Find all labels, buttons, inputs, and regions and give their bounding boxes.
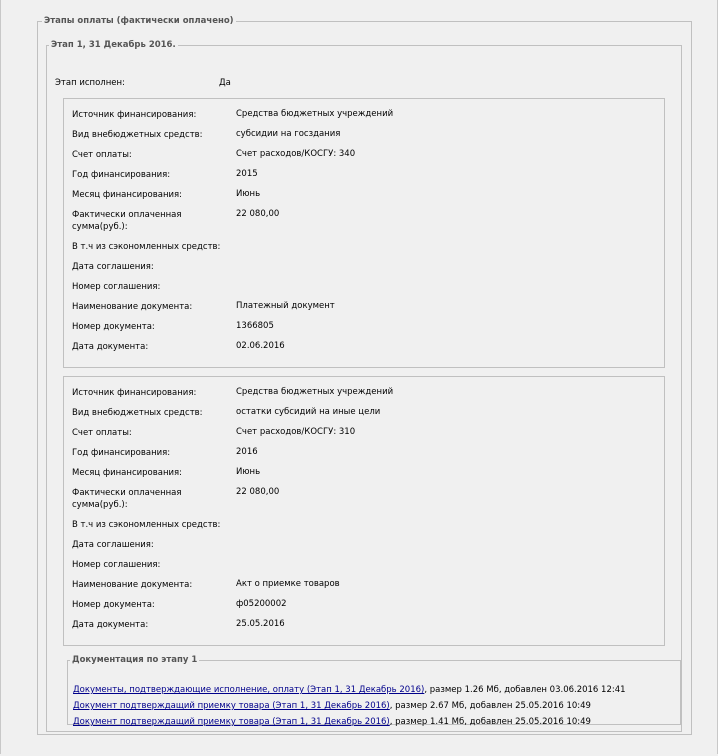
- funding-source-box-2: [63, 376, 665, 646]
- source-row-label: Вид внебюджетных средств:: [72, 130, 203, 140]
- source-row-value: 1366805: [236, 321, 274, 331]
- source-row-label: Номер документа:: [72, 600, 155, 610]
- document-link[interactable]: Документ подтверждащий приемку товара (Этап 1, 31 Декабрь 2016): [73, 701, 390, 711]
- source-row-label: Дата документа:: [72, 342, 149, 352]
- source-row-value: 25.05.2016: [236, 619, 285, 629]
- payment-stages-legend: Этапы оплаты (фактически оплачено): [44, 16, 234, 26]
- source-row-value: Июнь: [236, 467, 261, 477]
- source-row-label: Наименование документа:: [72, 302, 193, 312]
- source-row-label: В т.ч из сэкономленных средств:: [72, 242, 221, 252]
- stage-completed-value: Да: [219, 78, 231, 88]
- source-row-value: Счет расходов/КОСГУ: 310: [236, 427, 356, 437]
- document-item: [73, 701, 591, 711]
- source-row-value: Акт о приемке товаров: [236, 579, 340, 589]
- source-row-label: Счет оплаты:: [72, 150, 132, 160]
- source-row-label: Фактически оплаченная сумма(руб.):: [72, 488, 182, 510]
- source-row-value: 22 080,00: [236, 209, 280, 219]
- source-row-label: Месяц финансирования:: [72, 190, 183, 200]
- source-row-value: остатки субсидий на иные цели: [236, 407, 381, 417]
- source-row-label: Номер документа:: [72, 322, 155, 332]
- document-link[interactable]: Документ подтверждащий приемку товара (Этап 1, 31 Декабрь 2016): [73, 717, 390, 727]
- source-row-label: Дата соглашения:: [72, 262, 154, 272]
- source-row-label: В т.ч из сэкономленных средств:: [72, 520, 221, 530]
- stage-documentation-fieldset: [67, 655, 681, 725]
- document-link[interactable]: Документы, подтверждающие исполнение, оплату (Этап 1, 31 Декабрь 2016): [73, 685, 425, 695]
- payment-stages-fieldset: [37, 16, 692, 735]
- source-row-label: Вид внебюджетных средств:: [72, 408, 203, 418]
- source-row-value: Средства бюджетных учреждений: [236, 387, 394, 397]
- source-row-label: Номер соглашения:: [72, 560, 161, 570]
- source-row-label: Дата соглашения:: [72, 540, 154, 550]
- source-row-label: Год финансирования:: [72, 448, 171, 458]
- source-row-value: Июнь: [236, 189, 261, 199]
- source-row-value: 22 080,00: [236, 487, 280, 497]
- source-row-value: Счет расходов/КОСГУ: 340: [236, 149, 356, 159]
- source-row-label: Месяц финансирования:: [72, 468, 183, 478]
- source-row-label: Счет оплаты:: [72, 428, 132, 438]
- source-row-value: Платежный документ: [236, 301, 335, 311]
- source-row-value: Средства бюджетных учреждений: [236, 109, 394, 119]
- funding-source-box-1: [63, 98, 665, 368]
- source-row-value: ф05200002: [236, 599, 287, 609]
- source-row-label: Источник финансирования:: [72, 110, 197, 120]
- stage-legend: Этап 1, 31 Декабрь 2016.: [51, 40, 176, 50]
- document-meta: , размер 2.67 Мб, добавлен 25.05.2016 10:49: [389, 701, 591, 711]
- source-row-label: Источник финансирования:: [72, 388, 197, 398]
- source-row-label: Дата документа:: [72, 620, 149, 630]
- document-item: [73, 717, 591, 727]
- source-row-value: субсидии на госздания: [236, 129, 341, 139]
- document-meta: , размер 1.26 Мб, добавлен 03.06.2016 12:41: [424, 685, 626, 695]
- stage-completed-label: Этап исполнен:: [55, 78, 125, 88]
- source-row-label: Фактически оплаченная сумма(руб.):: [72, 210, 182, 232]
- source-row-label: Год финансирования:: [72, 170, 171, 180]
- source-row-label: Наименование документа:: [72, 580, 193, 590]
- stage-fieldset: [46, 40, 682, 732]
- source-row-value: 2015: [236, 169, 258, 179]
- document-meta: , размер 1.41 Мб, добавлен 25.05.2016 10:49: [389, 717, 591, 727]
- source-row-label: Номер соглашения:: [72, 282, 161, 292]
- source-row-value: 2016: [236, 447, 258, 457]
- document-item: [73, 685, 626, 695]
- stage-documentation-legend: Документация по этапу 1: [72, 655, 198, 665]
- source-row-value: 02.06.2016: [236, 341, 285, 351]
